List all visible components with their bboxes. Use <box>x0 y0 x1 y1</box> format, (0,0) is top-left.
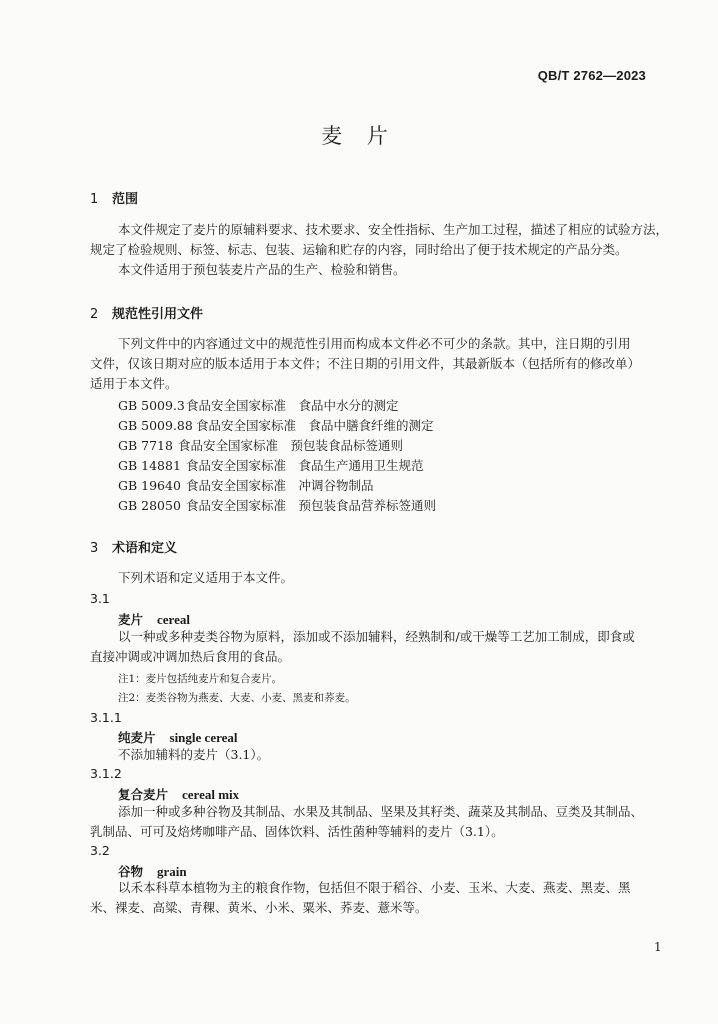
definition-line: 米、裸麦、高粱、青稞、黄米、小米、粟米、荞麦、薏米等。 <box>90 900 428 915</box>
section-1-heading <box>90 188 138 207</box>
term-entry <box>118 785 239 803</box>
term-english: single cereal <box>169 730 238 745</box>
term-note: 注1：麦片包括纯麦片和复合麦片。 <box>118 673 283 685</box>
reference-title: 食品安全国家标准 冲调谷物制品 <box>186 478 374 493</box>
reference-title: 食品安全国家标准 食品中膳食纤维的测定 <box>196 418 434 433</box>
term-english: grain <box>157 864 187 879</box>
reference-item <box>118 456 424 474</box>
term-chinese: 麦片 <box>118 612 144 627</box>
section-number: 3 <box>90 541 99 556</box>
reference-code: GB 7718 <box>118 438 173 453</box>
reference-title: 食品安全国家标准 食品生产通用卫生规范 <box>186 458 424 473</box>
reference-item <box>118 396 399 414</box>
reference-item <box>118 416 434 434</box>
scope-paragraph-line: 本文件规定了麦片的原辅料要求、技术要求、安全性指标、生产加工过程，描述了相应的试验方法， <box>118 222 669 237</box>
section-3-heading <box>90 537 177 556</box>
scope-paragraph-line: 本文件适用于预包装麦片产品的生产、检验和销售。 <box>118 262 406 277</box>
reference-title: 食品安全国家标准 预包装食品营养标签通则 <box>186 498 437 513</box>
term-entry <box>118 610 190 628</box>
reference-code: GB 14881 <box>118 458 181 473</box>
section-2-heading <box>90 303 203 322</box>
section-number: 1 <box>90 192 99 207</box>
scope-paragraph-line: 规定了检验规则、标签、标志、包装、运输和贮存的内容，同时给出了便于技术规定的产品分类。 <box>90 242 628 257</box>
definition-line: 直接冲调或冲调加热后食用的食品。 <box>90 649 291 664</box>
reference-title: 食品安全国家标准 预包装食品标签通则 <box>178 438 404 453</box>
definition-line: 乳制品、可可及焙烤咖啡产品、固体饮料、活性菌种等辅料的麦片（3.1）。 <box>90 824 504 839</box>
clause-number: 3.2 <box>90 843 110 858</box>
definition-line: 不添加辅料的麦片（3.1）。 <box>118 747 270 762</box>
definition-line: 添加一种或多种谷物及其制品、水果及其制品、坚果及其籽类、蔬菜及其制品、豆类及其制品、 <box>118 804 644 819</box>
definition-line: 以禾本科草本植物为主的粮食作物，包括但不限于稻谷、小麦、玉米、大麦、燕麦、黑麦、黑 <box>118 880 631 895</box>
reference-code: GB 5009.88 <box>118 418 193 433</box>
term-chinese: 纯麦片 <box>118 730 156 745</box>
clause-number: 3.1.1 <box>90 710 122 725</box>
standard-code: QB/T 2762—2023 <box>537 68 646 83</box>
document-title: 麦 片 <box>321 124 397 148</box>
clause-number: 3.1 <box>90 591 110 606</box>
references-intro-line: 适用于本文件。 <box>90 376 178 391</box>
section-title: 规范性引用文件 <box>112 307 204 322</box>
term-entry <box>118 728 238 746</box>
reference-code: GB 5009.3 <box>118 398 185 413</box>
term-english: cereal <box>157 612 190 627</box>
reference-code: GB 19640 <box>118 478 181 493</box>
section-title: 术语和定义 <box>112 541 178 556</box>
reference-item <box>118 476 374 494</box>
term-note: 注2：麦类谷物为燕麦、大麦、小麦、黑麦和荞麦。 <box>118 692 356 704</box>
reference-item <box>118 436 403 454</box>
definition-line: 以一种或多种麦类谷物为原料，添加或不添加辅料，经熟制和/或干燥等工艺加工制成，即食或 <box>118 629 635 644</box>
term-english: cereal mix <box>182 787 240 802</box>
section-number: 2 <box>90 307 99 322</box>
clause-number: 3.1.2 <box>90 766 122 781</box>
reference-code: GB 28050 <box>118 498 181 513</box>
references-intro-line: 下列文件中的内容通过文中的规范性引用而构成本文件必不可少的条款。其中，注日期的引用 <box>118 336 631 351</box>
references-intro-line: 文件，仅该日期对应的版本适用于本文件；不注日期的引用文件，其最新版本（包括所有的修改单） <box>90 356 641 371</box>
section-title: 范围 <box>112 192 139 207</box>
page-number: 1 <box>654 940 662 954</box>
reference-item <box>118 496 436 514</box>
term-chinese: 谷物 <box>118 864 144 879</box>
reference-title: 食品安全国家标准 食品中水分的测定 <box>186 398 399 413</box>
terms-intro: 下列术语和定义适用于本文件。 <box>118 570 294 585</box>
term-chinese: 复合麦片 <box>118 787 169 802</box>
